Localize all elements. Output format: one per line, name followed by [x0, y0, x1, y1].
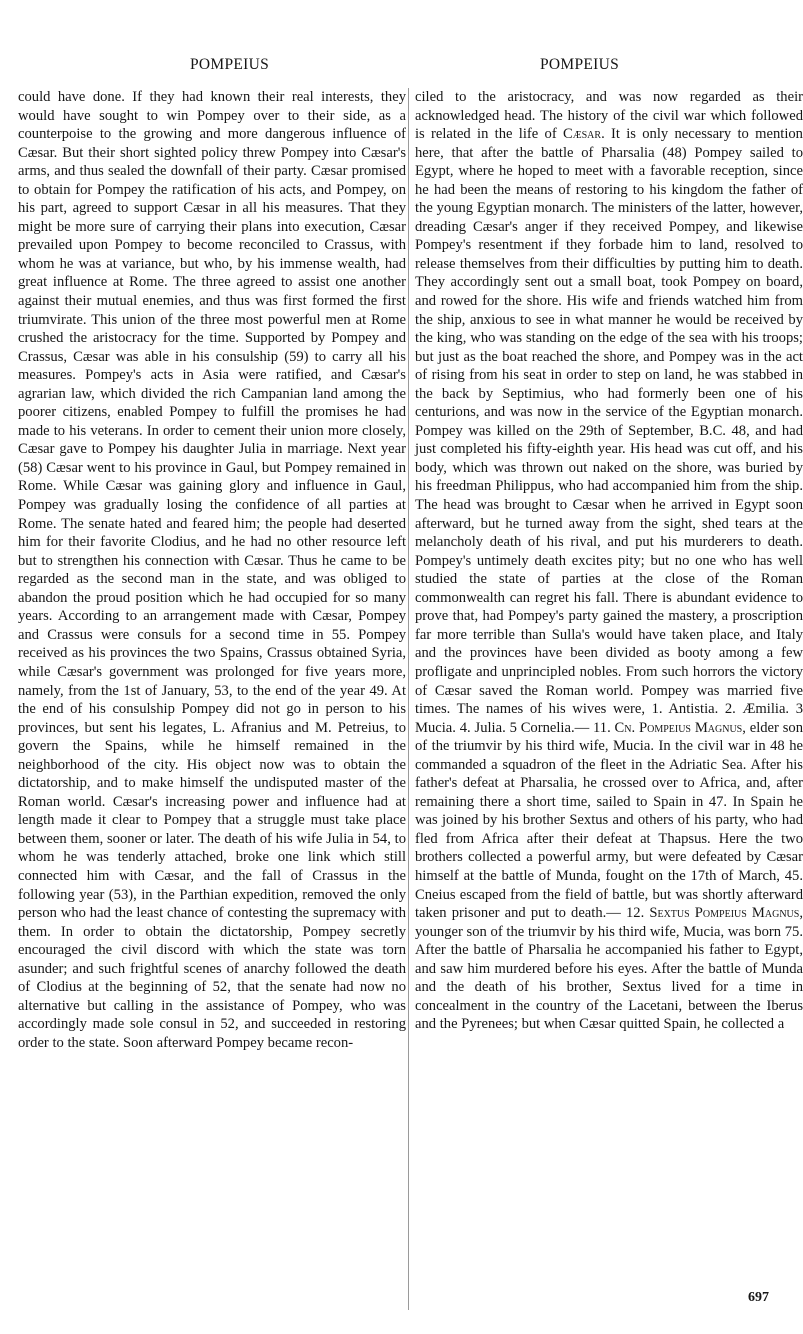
right-column-para-3: , elder son of the triumvir by his third wife, Mucia. In the civil war in 48 he commanded a squadron of the fleet in the Adriatic Sea. After his father's defeat at Pharsalia, he crossed over to Africa, and, after remaining there a short time, sailed to Spain in 47. In Spain he was joined by his brother Sextus and others of his party, who had fled from Africa after their defeat at Thapsus. Here the two brothers collected a powerful army, but were defeated by Cæsar himself at the battle of Munda, fought on the 17th of March, 45. Cneius escaped from the field of battle, but was shortly afterward taken prisoner and put to death.— 12. [415, 719, 803, 922]
right-column-text [415, 88, 803, 1034]
running-head-left: POMPEIUS [190, 56, 270, 73]
entry-12-name: Sextus Pompeius Magnus [649, 905, 800, 922]
cross-reference-caesar: Cæsar [562, 126, 602, 143]
entry-11-name: Cn. Pompeius Magnus [614, 719, 743, 736]
page-header [0, 56, 800, 78]
right-column-para-2: . It is only necessary to mention here, that after the battle of Pharsalia (48) Pompey sailed to Egypt, where he hoped to meet with a favorable reception, since he had been the means of restoring to his kingdom the father of the young Egyptian monarch. The ministers of the latter, however, dreading Cæsar's anger if they received Pompey, and likewise Pompey's resentment if they forbade him to land, resolved to release themselves from their difficulties by putting him to death. They accordingly sent out a small boat, took Pompey on board, and rowed for the shore. His wife and friends watched him from the ship, anxious to see in what manner he would be received by the king, who was standing on the edge of the sea with his troops; but just as the boat reached the shore, and Pompey was in the act of rising from his seat in order to step on land, he was stabbed in the back by Septimius, who had formerly been one of his centurions, and was now in the service of the Egyptian monarch. Pompey was killed on the 29th of September, B.C. 48, and had just completed his fifty-eighth year. His head was cut off, and his body, which was thrown out naked on the shore, was buried by his freedman Philippus, who had accompanied him from the ship. The head was brought to Cæsar when he arrived in Egypt soon afterward, but he turned away from the sight, shed tears at the melancholy death of his rival, and put his murderers to death. Pompey's untimely death excites pity; but no one who has well studied the state of parties at the close of the Roman commonwealth can regret his fall. There is abundant evidence to prove that, had Pompey's party gained the mastery, a proscription far more terrible than Sulla's would have taken place, and Italy and the provinces have been divided as booty among a few profligate and unprincipled nobles. From such horrors the victory of Cæsar saved the Roman world. Pompey was married five times. The names of his wives were, 1. Antistia. 2. Æmilia. 3 Mucia. 4. Julia. 5 Cornelia.— 11. [415, 126, 803, 736]
running-head-right: POMPEIUS [540, 56, 620, 73]
right-column-para-4: , younger son of the triumvir by his third wife, Mucia, was born 75. After the battle of Pharsalia he accompanied his father to Egypt, and saw him murdered before his eyes. After the battle of Munda and the death of his brother, Sextus lived for a time in concealment in the country of the Lacetani, between the Iberus and the Pyrenees; but when Cæsar quitted Spain, he collected a [415, 905, 803, 1033]
left-column-text: could have done. If they had known their real interests, they would have sought to win Pompey over to their side, as a counterpoise to the growing and more dangerous influence of Cæsar. But their short sighted policy threw Pompey into Cæsar's arms, and thus sealed the downfall of their party. Cæsar promised to obtain for Pompey the ratification of his acts, and Pompey, on his part, agreed to support Cæsar in all his measures. That they might be more sure of carrying their plans into execution, Cæsar prevailed upon Pompey to become reconciled to Crassus, with whom he was at variance, but who, by his immense wealth, had great influence at Rome. The three agreed to assist one another against their mutual enemies, and thus was first formed the first triumvirate. This union of the three most powerful men at Rome crushed the aristocracy for the time. Supported by Pompey and Crassus, Cæsar was able in his consulship (59) to carry all his measures. Pompey's acts in Asia were ratified, and Cæsar's agrarian law, which divided the rich Campanian land among the poorer citizens, enabled Pompey to fulfill the promises he had made to his veterans. In order to cement their union more closely, Cæsar gave to Pompey his daughter Julia in marriage. Next year (58) Cæsar went to his province in Gaul, but Pompey remained in Rome. While Cæsar was gaining glory and influence in Gaul, Pompey was gradually losing the confidence of all parties at Rome. The senate hated and feared him; the people had deserted him for their favorite Clodius, and he had no other resource left but to strengthen his connection with Cæsar. Thus he came to be regarded as the second man in the state, and was obliged to abandon the proud position which he had occupied for so many years. According to an arrangement made with Cæsar, Pompey and Crassus were consuls for a second time in 55. Pompey received as his provinces the two Spains, Crassus obtained Syria, while Cæsar's government was prolonged for five years more, namely, from the 1st of January, 53, to the end of the year 49. At the end of his consulship Pompey did not go in person to his provinces, but sent his legates, L. Afranius and M. Petreius, to govern the Spains, while he himself remained in the neighborhood of the city. His object now was to obtain the dictatorship, and to make himself the undisputed master of the Roman world. Cæsar's increasing power and influence had at length made it clear to Pompey that a struggle must take place between them, sooner or later. The death of his wife Julia in 54, to whom he was tenderly attached, broke one link which still connected him with Cæsar, and the fall of Crassus in the following year (53), in the Parthian expedition, removed the only person who had the least chance of contesting the supremacy with them. In order to obtain the dictatorship, Pompey secretly encouraged the civil discord with which the state was torn asunder; and such frightful scenes of anarchy followed the death of Clodius at the beginning of 52, that the senate had now no alternative but calling in the assistance of Pompey, who was accordingly made sole consul in 52, and succeeded in restoring order to the state. Soon afterward Pompey became recon- [18, 89, 406, 1051]
column-divider [408, 88, 409, 1310]
right-column-para-1: ciled to the aristocracy, and was now regarded as their acknowledged head. The history of the civil war which followed is related in the life of [415, 89, 803, 143]
page-number: 697 [748, 1290, 769, 1305]
